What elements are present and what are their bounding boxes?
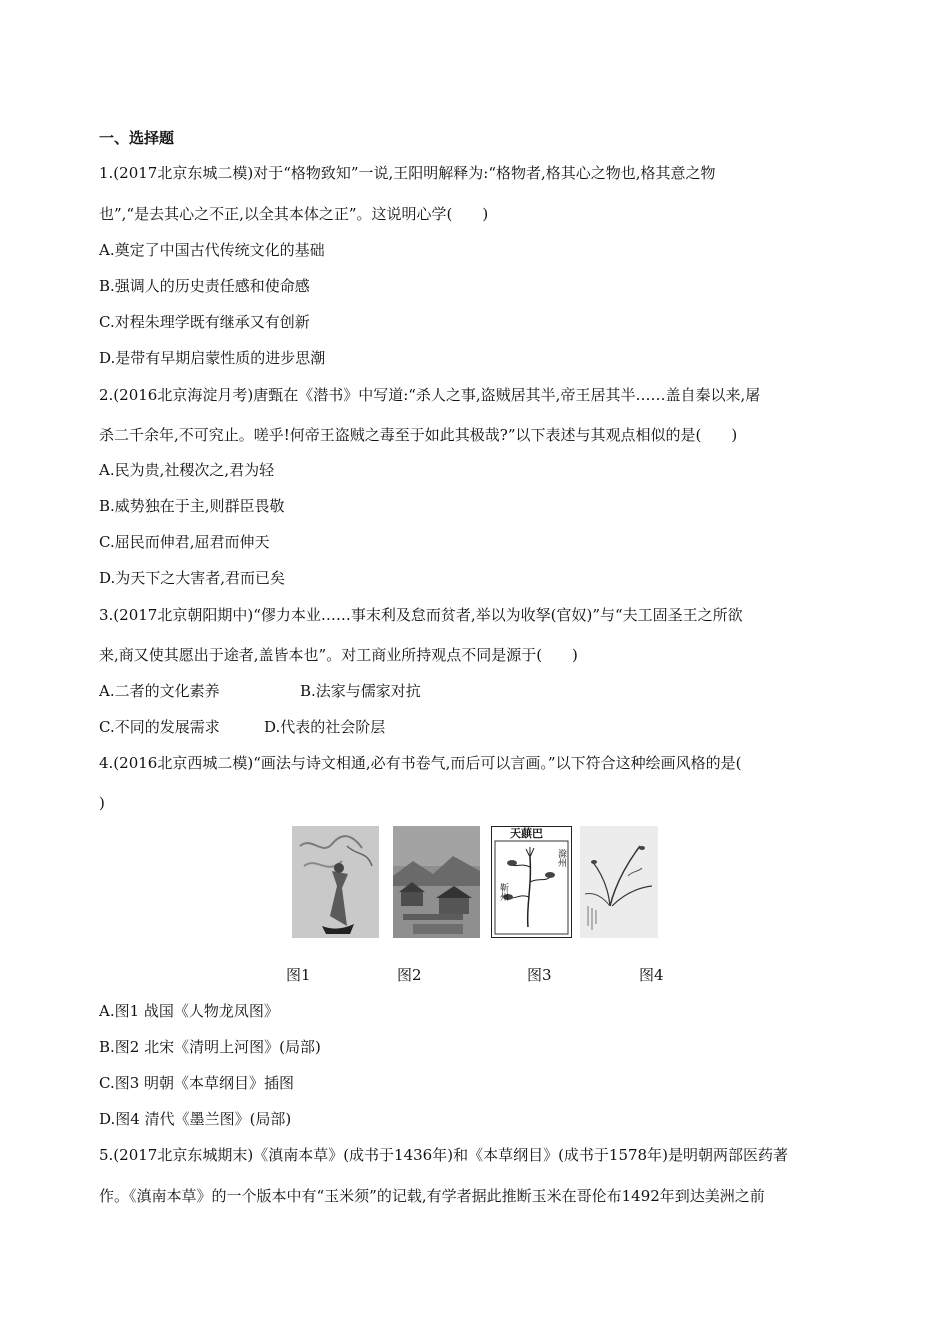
q4-option-a: A.图1 战国《人物龙凤图》: [99, 1002, 279, 1020]
q2-option-c: C.屈民而伸君,屈君而伸天: [99, 533, 270, 551]
section-title: 一、选择题: [99, 129, 175, 147]
q4-option-d: D.图4 清代《墨兰图》(局部): [99, 1110, 292, 1128]
q4-option-c: C.图3 明朝《本草纲目》插图: [99, 1074, 295, 1092]
q1-option-c: C.对程朱理学既有继承又有创新: [99, 313, 310, 331]
q3-stem-line-1: 3.(2017北京朝阳期中)“僇力本业……事末利及怠而贫者,举以为收孥(官奴)”与“夫工固圣王之所欲: [99, 606, 743, 624]
q4-option-b: B.图2 北宋《清明上河图》(局部): [99, 1038, 321, 1056]
q3-stem-line-2: 来,商又使其愿出于途者,盖皆本也”。对工商业所持观点不同是源于( ): [99, 646, 578, 664]
figure-3-image: [491, 826, 572, 938]
figure-3-label-left: 靳州: [498, 883, 508, 901]
figure-4-image: [580, 826, 658, 938]
figure-caption-2: 图2: [397, 966, 422, 984]
figure-3-label-right: 滁州: [556, 849, 566, 867]
figure-3-title: 天蕻巴: [510, 827, 543, 840]
q1-stem-line-2: 也”,“是去其心之不正,以全其本体之正”。这说明心学( ): [99, 205, 489, 223]
q5-stem-line-1: 5.(2017北京东城期末)《滇南本草》(成书于1436年)和《本草纲目》(成书于1578年)是明朝两部医药著: [99, 1146, 788, 1164]
figure-1-image: [292, 826, 379, 938]
q2-stem-line-1: 2.(2016北京海淀月考)唐甄在《潜书》中写道:“杀人之事,盗贼居其半,帝王居其半……盖自秦以来,屠: [99, 386, 761, 404]
q1-stem-line-1: 1.(2017北京东城二模)对于“格物致知”一说,王阳明解释为:“格物者,格其心之物也,格其意之物: [99, 164, 716, 182]
q2-option-d: D.为天下之大害者,君而已矣: [99, 569, 286, 587]
q2-option-a: A.民为贵,社稷次之,君为轻: [99, 461, 275, 479]
q3-option-d: D.代表的社会阶层: [264, 718, 386, 736]
q1-option-b: B.强调人的历史责任感和使命感: [99, 277, 310, 295]
q1-option-a: A.奠定了中国古代传统文化的基础: [99, 241, 325, 259]
q5-stem-line-2: 作。《滇南本草》的一个版本中有“玉米须”的记载,有学者据此推断玉米在哥伦布1492年到达美洲之前: [99, 1187, 765, 1205]
figure-2-image: [393, 826, 480, 938]
figure-caption-1: 图1: [286, 966, 311, 984]
figure-caption-3: 图3: [527, 966, 552, 984]
q3-option-b: B.法家与儒家对抗: [300, 682, 421, 700]
q4-stem-line-1: 4.(2016北京西城二模)“画法与诗文相通,必有书卷气,而后可以言画。”以下符合这种绘画风格的是(: [99, 754, 742, 772]
q2-stem-line-2: 杀二千余年,不可究止。嗟乎!何帝王盗贼之毒至于如此其极哉?”以下表述与其观点相似的是( ): [99, 426, 738, 444]
q3-option-a: A.二者的文化素养: [99, 682, 220, 700]
figure-caption-4: 图4: [639, 966, 664, 984]
q4-figures: [0, 826, 950, 938]
q2-option-b: B.威势独在于主,则群臣畏敬: [99, 497, 285, 515]
q1-option-d: D.是带有早期启蒙性质的进步思潮: [99, 349, 326, 367]
q4-stem-line-2: ): [99, 794, 105, 812]
q3-option-c: C.不同的发展需求: [99, 718, 220, 736]
